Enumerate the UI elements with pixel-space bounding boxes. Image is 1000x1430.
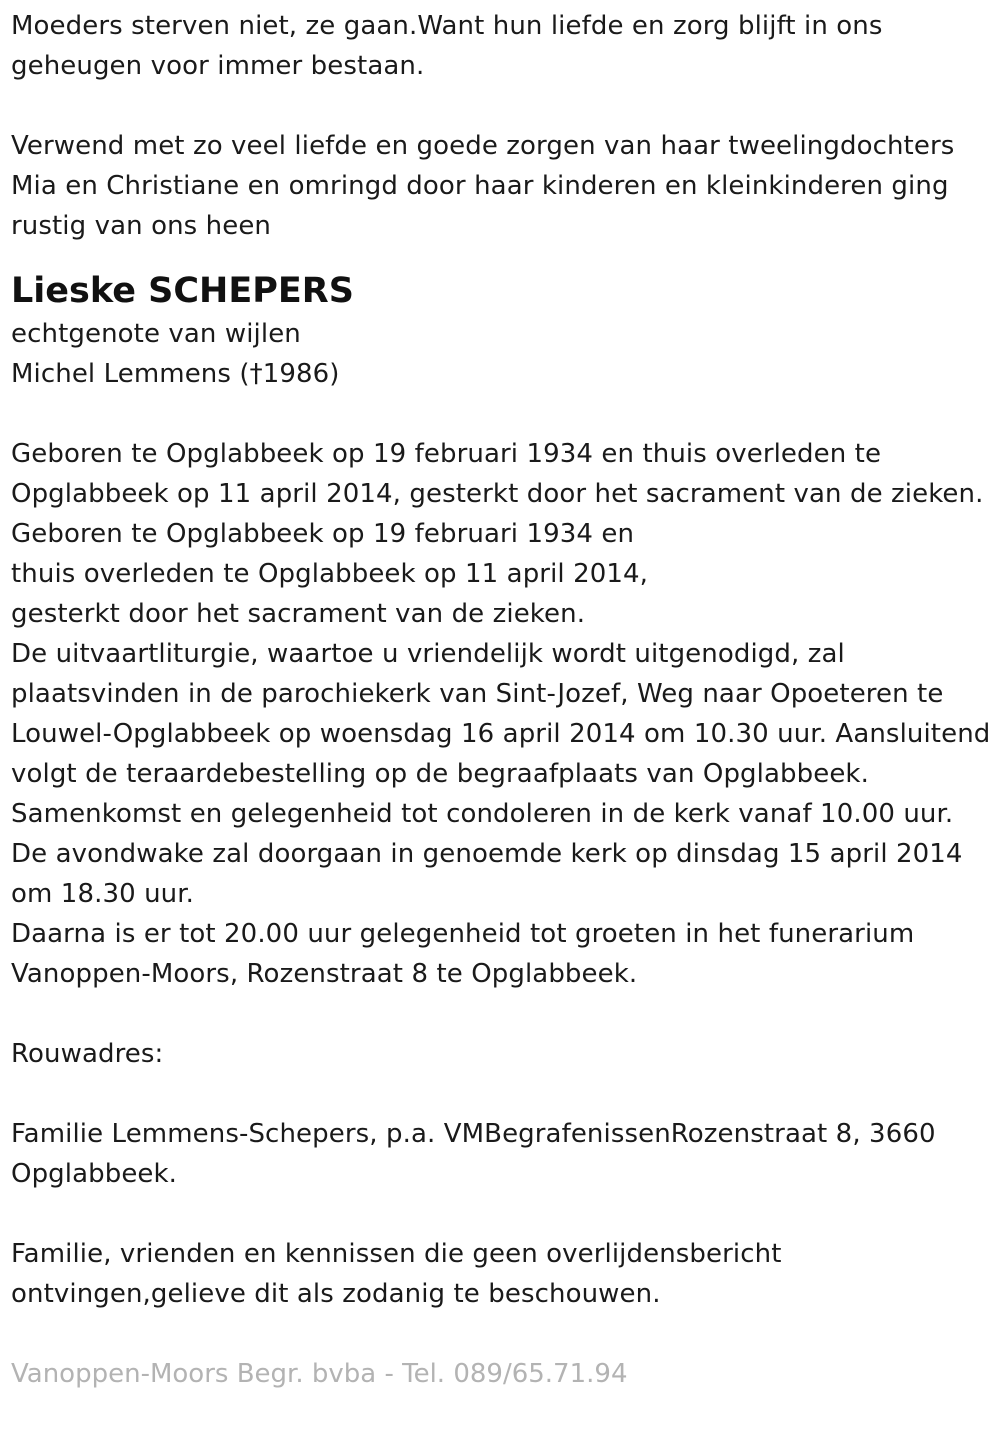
intro-quote [11, 6, 996, 86]
details-line: Geboren te Opglabbeek op 19 februari 1934 en [11, 519, 635, 549]
details-line: om 18.30 uur. [11, 879, 195, 909]
details-line: volgt de teraardebestelling op de begraafplaats van Opglabbeek. [11, 759, 869, 789]
spacer [11, 1194, 996, 1234]
details-line: De avondwake zal doorgaan in genoemde kerk op dinsdag 15 april 2014 [11, 839, 963, 869]
details-line: Samenkomst en gelegenheid tot condoleren in de kerk vanaf 10.00 uur. [11, 799, 954, 829]
spacer [11, 994, 996, 1034]
spacer [11, 1314, 996, 1354]
notice-line: Familie, vrienden en kennissen die geen overlijdensbericht [11, 1239, 782, 1269]
spacer [11, 246, 996, 266]
details-line: gesterkt door het sacrament van de zieken. [11, 599, 586, 629]
details-line: thuis overleden te Opglabbeek op 11 april 2014, [11, 559, 649, 589]
announcement-text [11, 126, 996, 246]
spacer [11, 394, 996, 434]
intro-line: geheugen voor immer bestaan. [11, 51, 425, 81]
details-line: Opglabbeek op 11 april 2014, gesterkt door het sacrament van de zieken. [11, 479, 984, 509]
details-line: Louwel-Opglabbeek op woensdag 16 april 2014 om 10.30 uur. Aansluitend [11, 719, 991, 749]
address-label: Rouwadres: [11, 1039, 164, 1069]
mourning-address [11, 1114, 996, 1194]
address-line: Familie Lemmens-Schepers, p.a. VMBegrafenissenRozenstraat 8, 3660 [11, 1119, 936, 1149]
announcement-line: Mia en Christiane en omringd door haar kinderen en kleinkinderen ging [11, 171, 949, 201]
details-line: plaatsvinden in de parochiekerk van Sint-Jozef, Weg naar Opoeteren te [11, 679, 944, 709]
relation-text: echtgenote van wijlen [11, 319, 301, 349]
spouse-info [11, 314, 996, 394]
details-line: Daarna is er tot 20.00 uur gelegenheid tot groeten in het funerarium [11, 919, 915, 949]
intro-line: Moeders sterven niet, ze gaan.Want hun liefde en zorg blijft in ons [11, 11, 883, 41]
announcement-line: rustig van ons heen [11, 211, 272, 241]
announcement-line: Verwend met zo veel liefde en goede zorgen van haar tweelingdochters [11, 131, 955, 161]
details-line: Vanoppen-Moors, Rozenstraat 8 te Opglabbeek. [11, 959, 638, 989]
funeral-home-footer: Vanoppen-Moors Begr. bvba - Tel. 089/65.71.94 [11, 1359, 628, 1389]
spacer [11, 86, 996, 126]
details-line: Geboren te Opglabbeek op 19 februari 1934 en thuis overleden te [11, 439, 882, 469]
deceased-name: Lieske SCHEPERS [11, 271, 354, 311]
spouse-name: Michel Lemmens (†1986) [11, 359, 340, 389]
details-line: De uitvaartliturgie, waartoe u vriendelijk wordt uitgenodigd, zal [11, 639, 845, 669]
notice-text [11, 1234, 996, 1314]
spacer [11, 1074, 996, 1114]
address-line: Opglabbeek. [11, 1159, 178, 1189]
notice-line: ontvingen,gelieve dit als zodanig te beschouwen. [11, 1279, 661, 1309]
obituary-document [11, 6, 996, 1394]
funeral-details [11, 434, 996, 994]
